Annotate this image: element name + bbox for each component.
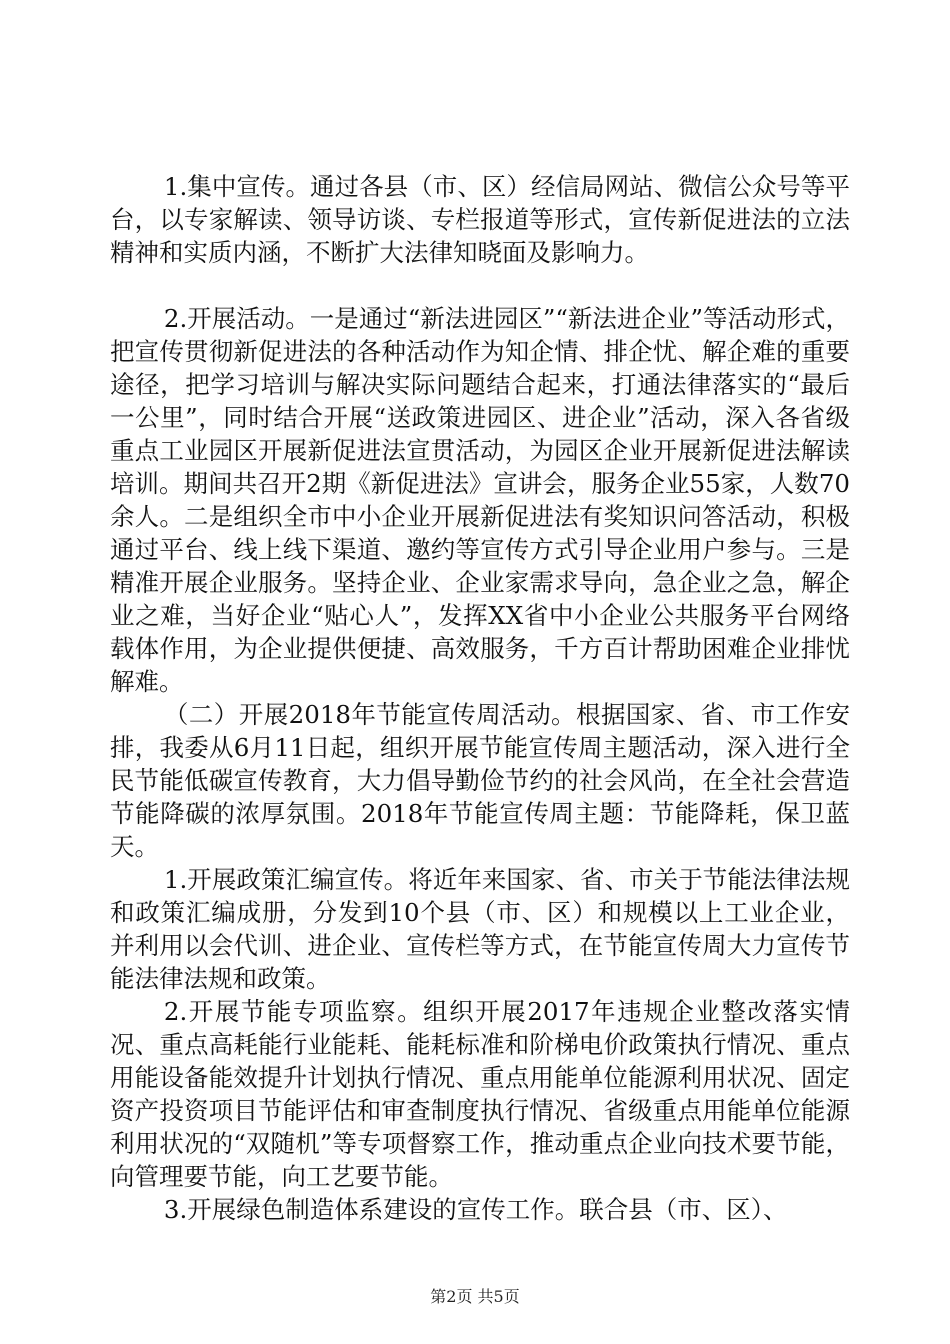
paragraph-policy-compilation: 1.开展政策汇编宣传。将近年来国家、省、市关于节能法律法规和政策汇编成册，分发到10个县（市、区）和规模以上工业企业，并利用以会代训、进企业、宣传栏等方式，在节能宣传周大力宣传节能法律法规和政策。 [110, 865, 850, 993]
document-body [110, 170, 850, 1226]
paragraph-energy-saving-week: （二）开展2018年节能宣传周活动。根据国家、省、市工作安排，我委从6月11日起，组织开展节能宣传周主题活动，深入进行全民节能低碳宣传教育，大力倡导勤俭节约的社会风尚，在全社会营造节能降碳的浓厚氛围。2018年节能宣传周主题：节能降耗，保卫蓝天。 [110, 700, 850, 861]
page-footer: 第2页 共5页 [430, 1287, 520, 1306]
paragraph-centralized-publicity: 1.集中宣传。通过各县（市、区）经信局网站、微信公众号等平台，以专家解读、领导访谈、专栏报道等形式，宣传新促进法的立法精神和实质内涵，不断扩大法律知晓面及影响力。 [110, 172, 850, 267]
paragraph-activities: 2.开展活动。一是通过“新法进园区”“新法进企业”等活动形式，把宣传贯彻新促进法的各种活动作为知企情、排企忧、解企难的重要途径，把学习培训与解决实际问题结合起来，打通法律落实的“最后一公里”，同时结合开展“送政策进园区、进企业”活动，深入各省级重点工业园区开展新促进法宣贯活动，为园区企业开展新促进法解读培训。期间共召开2期《新促进法》宣讲会，服务企业55家，人数70余人。二是组织全市中小企业开展新促进法有奖知识问答活动，积极通过平台、线上线下渠道、邀约等宣传方式引导企业用户参与。三是精准开展企业服务。坚持企业、企业家需求导向，急企业之急，解企业之难，当好企业“贴心人”，发挥XX省中小企业公共服务平台网络载体作用，为企业提供便捷、高效服务，千方百计帮助困难企业排忧解难。 [110, 304, 850, 696]
paragraph-special-supervision: 2.开展节能专项监察。组织开展2017年违规企业整改落实情况、重点高耗能行业能耗、能耗标准和阶梯电价政策执行情况、重点用能设备能效提升计划执行情况、重点用能单位能源利用状况、固定资产投资项目节能评估和审查制度执行情况、省级重点用能单位能源利用状况的“双随机”等专项督察工作，推动重点企业向技术要节能，向管理要节能，向工艺要节能。 [110, 997, 850, 1191]
paragraph-green-manufacturing: 3.开展绿色制造体系建设的宣传工作。联合县（市、区）、 [163, 1195, 788, 1224]
